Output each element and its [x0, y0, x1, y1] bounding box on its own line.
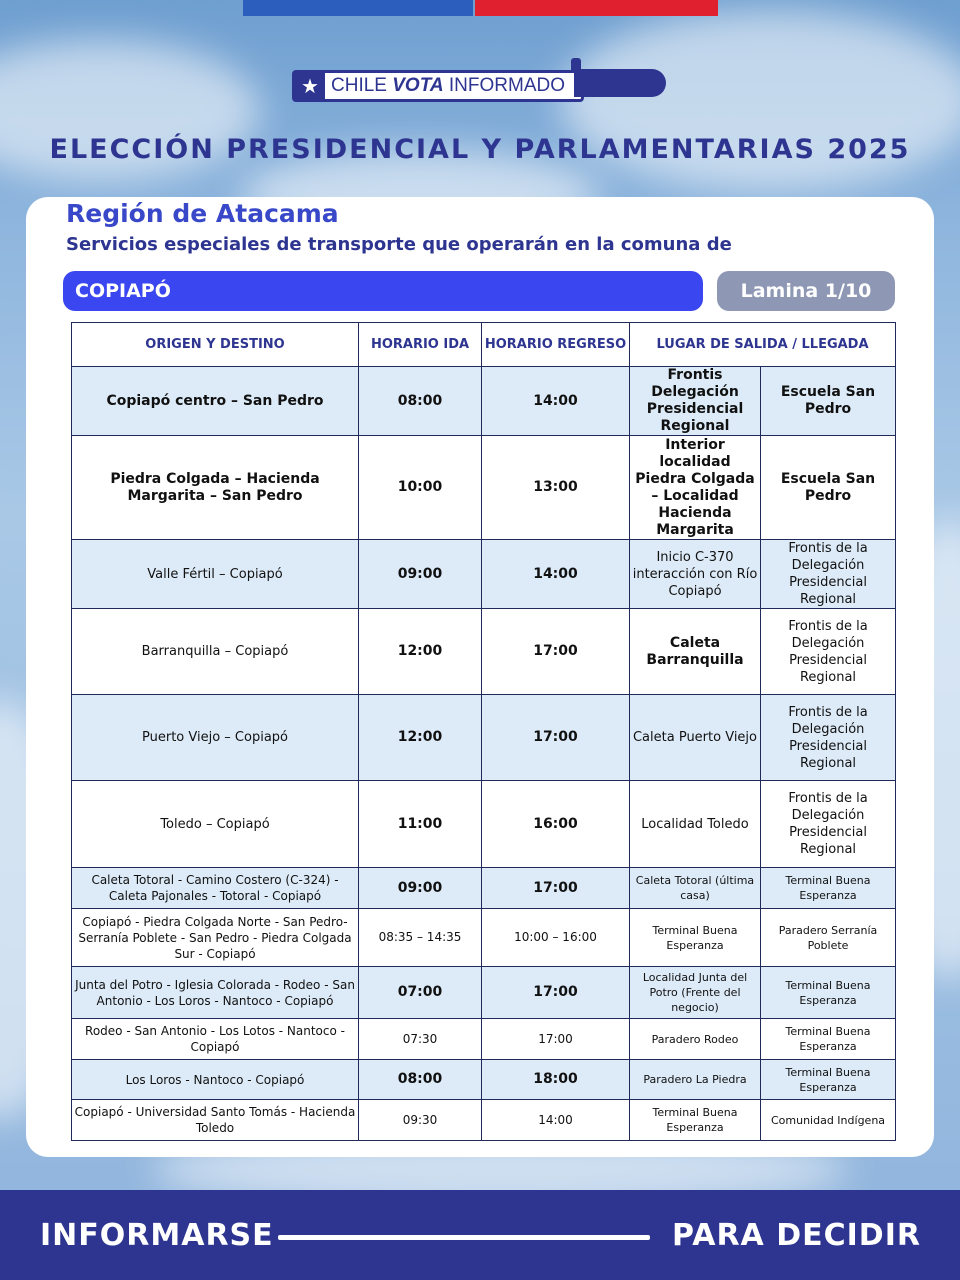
table-row — [72, 1100, 896, 1141]
table-row — [72, 436, 896, 540]
cell-salida: Inicio C-370 interacción con Río Copiapó — [630, 540, 761, 609]
header-regreso: HORARIO REGRESO — [482, 323, 630, 367]
page-headline: ELECCIÓN PRESIDENCIAL Y PARLAMENTARIAS 2025 — [49, 134, 911, 165]
cell-llegada: Escuela San Pedro — [761, 367, 896, 436]
footer-slogan-right: PARA DECIDIR — [672, 1218, 921, 1253]
header-lugar: LUGAR DE SALIDA / LLEGADA — [630, 323, 896, 367]
cell-ida: 07:00 — [359, 967, 482, 1019]
cell-ida: 08:00 — [359, 367, 482, 436]
cell-origen: Copiapó - Piedra Colgada Norte - San Pedro- Serranía Poblete - San Pedro - Piedra Colgada Sur - Copiapó — [72, 909, 359, 967]
table-header-row — [72, 323, 896, 367]
cell-regreso: 17:00 — [482, 609, 630, 695]
cell-origen: Puerto Viejo – Copiapó — [72, 695, 359, 781]
cell-llegada: Terminal Buena Esperanza — [761, 1060, 896, 1100]
cell-regreso: 14:00 — [482, 540, 630, 609]
header-origen: ORIGEN Y DESTINO — [72, 323, 359, 367]
flag-bar-red — [475, 0, 718, 16]
cell-ida: 12:00 — [359, 609, 482, 695]
cell-salida: Paradero La Piedra — [630, 1060, 761, 1100]
cell-salida: Frontis Delegación Presidencial Regional — [630, 367, 761, 436]
flag-bar-blue — [243, 0, 473, 16]
cell-regreso: 14:00 — [482, 1100, 630, 1141]
cell-origen: Junta del Potro - Iglesia Colorada - Rodeo - San Antonio - Los Loros - Nantoco - Copiapó — [72, 967, 359, 1019]
cell-regreso: 17:00 — [482, 695, 630, 781]
cell-origen: Copiapó centro – San Pedro — [72, 367, 359, 436]
cell-llegada: Frontis de la Delegación Presidencial Regional — [761, 609, 896, 695]
transport-table — [71, 322, 896, 1141]
cell-salida: Caleta Totoral (última casa) — [630, 868, 761, 909]
table-row — [72, 609, 896, 695]
table-row — [72, 868, 896, 909]
cell-ida: 12:00 — [359, 695, 482, 781]
cell-origen: Los Loros - Nantoco - Copiapó — [72, 1060, 359, 1100]
cell-llegada: Frontis de la Delegación Presidencial Regional — [761, 540, 896, 609]
cell-salida: Paradero Rodeo — [630, 1019, 761, 1060]
logo-text: CHILE VOTA INFORMADO — [331, 75, 566, 96]
cell-regreso: 16:00 — [482, 781, 630, 868]
cell-ida: 11:00 — [359, 781, 482, 868]
cell-ida: 08:00 — [359, 1060, 482, 1100]
table-row — [72, 540, 896, 609]
table-row — [72, 1019, 896, 1060]
pencil-tip-icon — [574, 69, 666, 97]
cell-ida: 09:00 — [359, 540, 482, 609]
cell-salida: Caleta Puerto Viejo — [630, 695, 761, 781]
cell-regreso: 18:00 — [482, 1060, 630, 1100]
cell-llegada: Frontis de la Delegación Presidencial Regional — [761, 781, 896, 868]
cell-ida: 09:00 — [359, 868, 482, 909]
cell-salida: Terminal Buena Esperanza — [630, 909, 761, 967]
cell-origen: Rodeo - San Antonio - Los Lotos - Nantoco - Copiapó — [72, 1019, 359, 1060]
cell-origen: Valle Fértil – Copiapó — [72, 540, 359, 609]
cell-origen: Toledo – Copiapó — [72, 781, 359, 868]
cell-salida: Localidad Junta del Potro (Frente del negocio) — [630, 967, 761, 1019]
table-row — [72, 909, 896, 967]
table-row — [72, 367, 896, 436]
cell-regreso: 10:00 – 16:00 — [482, 909, 630, 967]
cell-origen: Piedra Colgada – Hacienda Margarita – San Pedro — [72, 436, 359, 540]
commune-label: COPIAPÓ — [63, 271, 703, 311]
region-title: Región de Atacama — [66, 199, 339, 228]
cell-regreso: 14:00 — [482, 367, 630, 436]
cell-origen: Caleta Totoral - Camino Costero (C-324) - Caleta Pajonales - Totoral - Copiapó — [72, 868, 359, 909]
table-row — [72, 781, 896, 868]
chile-vota-informado-logo — [292, 62, 668, 102]
cell-salida: Terminal Buena Esperanza — [630, 1100, 761, 1141]
table-row — [72, 967, 896, 1019]
header-ida: HORARIO IDA — [359, 323, 482, 367]
table-row — [72, 695, 896, 781]
cell-llegada: Terminal Buena Esperanza — [761, 967, 896, 1019]
cell-salida: Interior localidad Piedra Colgada – Localidad Hacienda Margarita — [630, 436, 761, 540]
page-subtitle: Servicios especiales de transporte que operarán en la comuna de — [66, 234, 732, 255]
star-icon: ★ — [295, 73, 325, 99]
lamina-badge: Lamina 1/10 — [717, 271, 895, 311]
cell-regreso: 17:00 — [482, 967, 630, 1019]
cell-llegada: Paradero Serranía Poblete — [761, 909, 896, 967]
cell-ida: 09:30 — [359, 1100, 482, 1141]
cell-origen: Barranquilla – Copiapó — [72, 609, 359, 695]
cell-salida: Localidad Toledo — [630, 781, 761, 868]
footer-slogan-left: INFORMARSE — [40, 1218, 274, 1253]
cell-regreso: 17:00 — [482, 1019, 630, 1060]
cell-ida: 08:35 – 14:35 — [359, 909, 482, 967]
cell-llegada: Terminal Buena Esperanza — [761, 868, 896, 909]
table-row — [72, 1060, 896, 1100]
footer-divider — [278, 1235, 650, 1240]
cell-llegada: Comunidad Indígena — [761, 1100, 896, 1141]
cell-ida: 10:00 — [359, 436, 482, 540]
cell-regreso: 17:00 — [482, 868, 630, 909]
cell-origen: Copiapó - Universidad Santo Tomás - Hacienda Toledo — [72, 1100, 359, 1141]
cell-regreso: 13:00 — [482, 436, 630, 540]
cell-llegada: Frontis de la Delegación Presidencial Regional — [761, 695, 896, 781]
cell-llegada: Terminal Buena Esperanza — [761, 1019, 896, 1060]
cell-ida: 07:30 — [359, 1019, 482, 1060]
cell-salida: Caleta Barranquilla — [630, 609, 761, 695]
cell-llegada: Escuela San Pedro — [761, 436, 896, 540]
logo-frame — [292, 70, 584, 102]
